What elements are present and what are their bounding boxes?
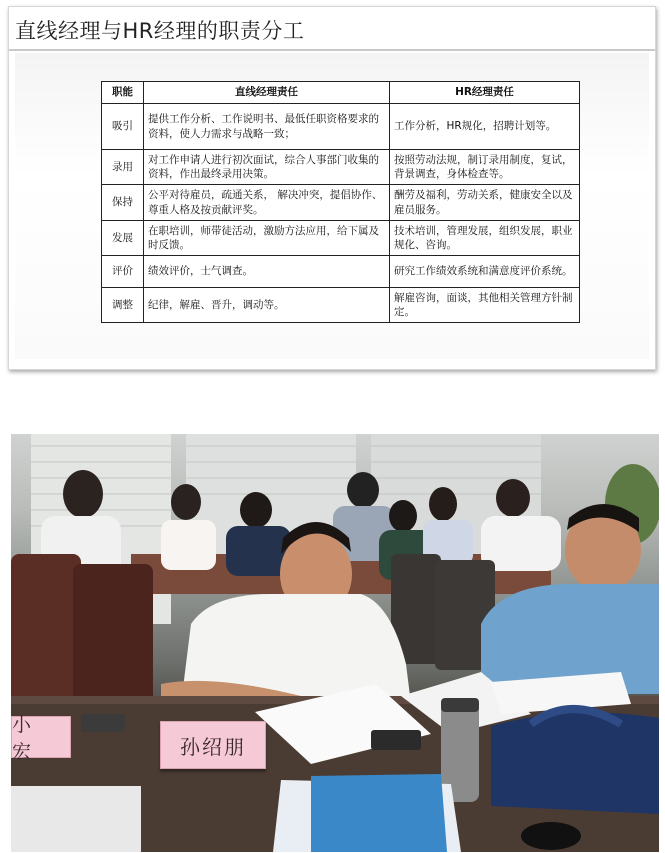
cell-function: 评价 xyxy=(102,256,144,288)
cell-line-duty: 绩效评价，士气调查。 xyxy=(144,256,390,288)
cell-hr-duty: 按照劳动法规，制订录用制度，复试，背景调查，身体检查等。 xyxy=(390,150,580,185)
table-row xyxy=(102,256,580,288)
cell-function: 保持 xyxy=(102,185,144,220)
cell-function: 吸引 xyxy=(102,104,144,150)
cell-line-duty: 在职培训，师带徒活动，激励方法应用，给下属及时反馈。 xyxy=(144,220,390,255)
table-row xyxy=(102,220,580,255)
table-row xyxy=(102,185,580,220)
header-function: 职能 xyxy=(102,82,144,104)
meeting-photo xyxy=(11,434,659,852)
cell-function: 调整 xyxy=(102,288,144,323)
nameplate-left: 小宏 xyxy=(11,716,71,758)
cell-hr-duty: 研究工作绩效系统和满意度评价系统。 xyxy=(390,256,580,288)
table-row xyxy=(102,150,580,185)
table-row xyxy=(102,288,580,323)
cell-line-duty: 提供工作分析、工作说明书、最低任职资格要求的资料，使人力需求与战略一致； xyxy=(144,104,390,150)
table-header-row xyxy=(102,82,580,104)
cell-hr-duty: 技术培训，管理发展，组织发展，职业规化、咨询。 xyxy=(390,220,580,255)
cell-line-duty: 对工作申请人进行初次面试，综合人事部门收集的资料，作出最终录用决策。 xyxy=(144,150,390,185)
header-hr-manager: HR经理责任 xyxy=(390,82,580,104)
cell-function: 录用 xyxy=(102,150,144,185)
title-divider xyxy=(9,49,655,51)
meeting-scene-illustration xyxy=(11,434,659,852)
cell-hr-duty: 解雇咨询，面谈，其他相关管理方针制定。 xyxy=(390,288,580,323)
header-line-manager: 直线经理责任 xyxy=(144,82,390,104)
slide-card xyxy=(8,6,656,370)
table-row xyxy=(102,104,580,150)
cell-hr-duty: 工作分析，HR规化，招聘计划等。 xyxy=(390,104,580,150)
cell-line-duty: 纪律，解雇、晋升，调动等。 xyxy=(144,288,390,323)
cell-line-duty: 公平对待雇员，疏通关系， 解决冲突，提倡协作、尊重人格及按贡献评奖。 xyxy=(144,185,390,220)
cell-hr-duty: 酬劳及福利，劳动关系，健康安全以及雇员服务。 xyxy=(390,185,580,220)
nameplate-main: 孙绍朋 xyxy=(160,721,266,769)
slide-title: 直线经理与HR经理的职责分工 xyxy=(15,19,305,43)
cell-function: 发展 xyxy=(102,220,144,255)
duty-table xyxy=(101,81,580,323)
